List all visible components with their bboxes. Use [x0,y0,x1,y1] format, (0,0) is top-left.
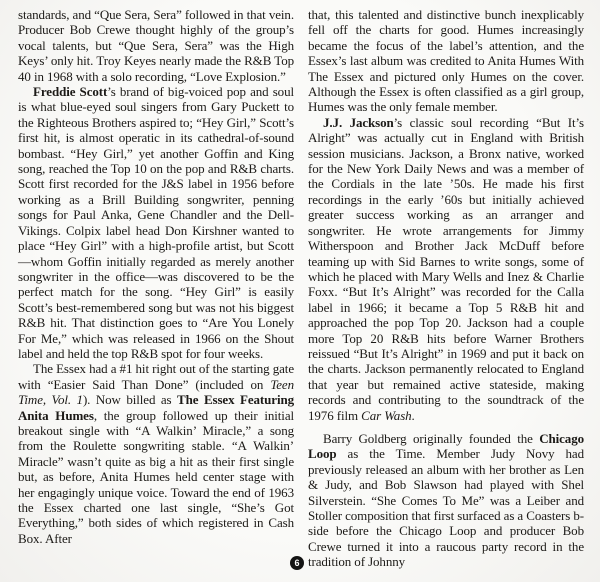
italic-text-run: Teen Time, Vol. 1 [18,376,294,408]
bold-text-run: J.J. Jackson [323,114,394,130]
text-column-left [18,7,294,570]
text-run: that, this talented and distinctive bunch inexplicably fell off the charts for good. Humes increasingly became the focus of the label’s attention, and the Essex’s last album was credited to Anita Humes With The Essex and pictured only Humes on the cover. Although the Essex is often classified as a girl group, Humes was the only female member. [308,7,584,115]
paragraph [18,84,294,361]
text-run: ’s brand of big-voiced pop and soul is what blue-eyed soul singers from Gary Puckett to the Righteous Brothers aspired to; “Hey Girl,” Scott’s first hit, is almost operatic in its cathedral-of-sound bombast. “Hey Girl,” yet another Goffin and King song, reached the Top 10 on the pop and R&B charts. Scott first recorded for the J&S label in 1956 before working as a Brill Building songwriter, penning songs for Paul Anka, Gene Chandler and the Dell-Vikings. Colpix label head Don Kirshner wanted to place “Hey Girl” with a high-profile artist, but Scott—whom Goffin initially regarded as merely another songwriter in the office—was discovered to be the perfect match for the song. “Hey Girl” is easily Scott’s best-remembered song but was not his biggest R&B hit. That distinction goes to “Are You Lonely For Me,” which was released in 1966 on the Shout label and held the top R&B spot for four weeks. [18,84,294,361]
text-column-right [308,7,584,570]
bold-text-run: Freddie Scott [33,84,108,100]
text-run: , the group followed up their initial breakout single with “A Walkin’ Miracle,” a song from the Roulette songwriting stable. “A Walkin’ Miracle” wasn’t quite as big a hit as their first single but, as before, Anita Humes held center stage with her engagingly unique voice. Toward the end of 1963 the Essex charted one last single, “She’s Got Everything,” both sides of which registered in Cash Box. After [18,407,294,546]
bold-text-run: Chicago Loop [308,430,584,462]
paragraph [18,361,294,546]
page-number: 6 [294,558,300,568]
paragraph [18,7,294,84]
text-run: . [411,407,415,423]
page-number-badge [290,556,304,570]
text-run: standards, and “Que Sera, Sera” followed in that vein. Producer Bob Crewe thought highly of the group’s vocal talents, but “Que Sera, Sera” was the High Keys’ only hit. Troy Keyes nearly made the R&B Top 40 in 1968 with a solo recording, “Love Explosion.” [18,7,294,84]
text-columns [18,7,584,570]
italic-text-run: Car Wash [361,407,412,423]
paragraph [308,431,584,570]
bold-text-run: The Essex Featuring Anita Humes [18,392,295,423]
text-run: ’s classic soul recording “But It’s Alright” was actually cut in England with British session musicians. Jackson, a Bronx native, worked for the New York Daily News and was a member of the Cordials in the late ’50s. He made his first recordings in the early ’60s but initially achieved greater success working as an arranger and songwriter. He wrote arrangements for Jimmy Witherspoon and Brother Jack McDuff before teaming up with Sid Barnes to write songs, some of which he placed with Mary Wells and Inez & Charlie Foxx. “But It’s Alright” was recorded for the Calla label in 1966; it became a Top 5 R&B hit and approached the pop Top 20. Jackson had a couple more Top 20 R&B hits before Warner Brothers reissued “But It’s Alright” in 1969 and put it back on the charts. Jackson permanently relocated to England that year but remained active stateside, making records and contributing to the soundtrack of the 1976 film [308,114,585,423]
text-run: as the Time. Member Judy Novy had previously released an album with her brother as Len & Judy, and Bob Slawson had played with Shel Silverstein. “She Comes To Me” was a Leiber and Stoller composition that first surfaced as a Coasters b-side before the Chicago Loop and producer Bob Crewe turned it into a raucous party record in the tradition of Johnny [308,446,585,570]
text-run: The Essex had a #1 hit right out of the starting gate with “Easier Said Than Done” (included on [18,361,294,392]
paragraph [308,7,584,115]
text-run: ). Now billed as [82,392,178,408]
text-run: Barry Goldberg originally founded the [323,430,540,446]
paragraph [308,115,584,423]
